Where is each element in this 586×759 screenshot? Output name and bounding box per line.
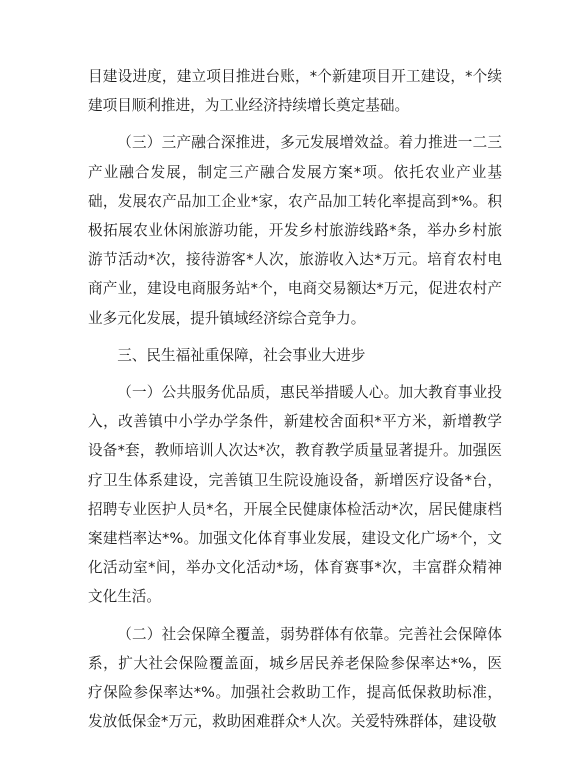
paragraph-social-security: （二）社会保障全覆盖，弱势群体有依靠。完善社会保障体系，扩大社会保险覆盖面，城乡居民养老保险参保率达*%，医疗保险参保率达*%。加强社会救助工作，提高低保救助标准，发放低保金*万元，救助困难群众*人次。关爱特殊群体，建设敬 <box>88 625 502 731</box>
paragraph-continuation: 目建设进度，建立项目推进台账，*个新建项目开工建设，*个续建项目顺利推进，为工业经济持续增长奠定基础。 <box>88 68 502 115</box>
document-body <box>88 62 502 744</box>
paragraph-public-services: （一）公共服务优品质，惠民举措暖人心。加大教育事业投入，改善镇中小学办学条件，新建校舍面积*平方米，新增教学设备*套，教师培训人次达*次，教育教学质量显著提升。加强医疗卫生体系建设，完善镇卫生院设施设备，新增医疗设备*台，招聘专业医护人员*名，开展全民健康体检活动*次，居民健康档案建档率达*%。加强文化体育事业发展，建设文化广场*个，文化活动室*间，举办文化活动*场，体育赛事*次，丰富群众精神文化生活。 <box>88 384 502 606</box>
paragraph-industry-integration: （三）三产融合深推进，多元发展增效益。着力推进一二三产业融合发展，制定三产融合发展方案*项。依托农业产业基础，发展农产品加工企业*家，农产品加工转化率提高到*%。积极拓展农业休闲旅游功能，开发乡村旅游线路*条，举办乡村旅游节活动*次，接待游客*人次，旅游收入达*万元。培育农村电商产业，建设电商服务站*个，电商交易额达*万元，促进农村产业多元化发展，提升镇域经济综合竞争力。 <box>88 134 502 327</box>
section-heading-livelihood: 三、民生福祉重保障，社会事业大进步 <box>117 346 366 364</box>
